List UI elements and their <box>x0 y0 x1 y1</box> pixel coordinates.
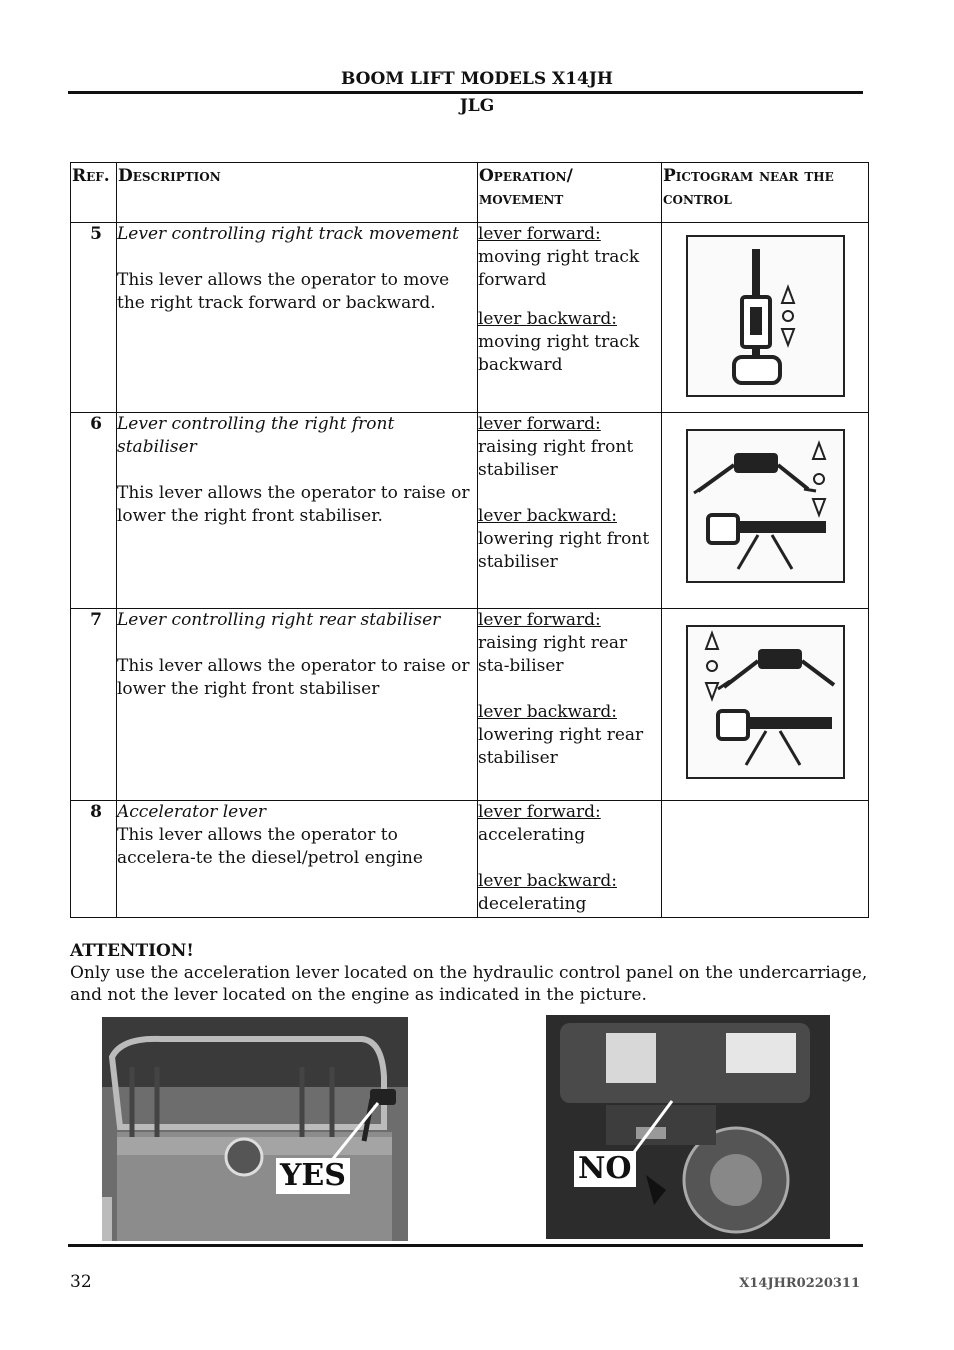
forward-label: lever forward: <box>478 802 601 822</box>
row-desc-text: This lever allows the operator to raise or lower the right front stabiliser. <box>117 483 470 526</box>
page-number: 32 <box>70 1272 92 1292</box>
col-pictogram: Pictogram near the control <box>662 163 869 223</box>
row-desc-text: This lever allows the operator to move the right track forward or backward. <box>117 270 450 313</box>
backward-label: lever backward: <box>478 309 617 329</box>
forward-label: lever forward: <box>478 610 601 630</box>
backward-label: lever backward: <box>478 871 617 891</box>
row-operation <box>478 223 662 413</box>
backward-label: lever backward: <box>478 702 617 722</box>
row-pictogram <box>662 609 869 801</box>
col-operation: Operation/ movement <box>478 163 662 223</box>
photo-correct-lever <box>102 1017 408 1241</box>
row-description <box>117 223 478 413</box>
row-description <box>117 609 478 801</box>
controls-table <box>70 162 869 918</box>
forward-text: raising right front stabiliser <box>478 437 634 480</box>
forward-text: accelerating <box>478 825 586 845</box>
row-description <box>117 413 478 609</box>
row-pictogram <box>662 801 869 918</box>
row-operation <box>478 413 662 609</box>
attention-heading: ATTENTION! <box>70 941 194 961</box>
doc-title: BOOM LIFT MODELS X14JH <box>340 69 613 89</box>
doc-code: X14JHR0220311 <box>739 1276 860 1291</box>
backward-text: decelerating <box>478 894 587 914</box>
table-row <box>71 413 869 609</box>
attention-text: Only use the acceleration lever located on the hydraulic control panel on the undercarriage, and not the lever located on the engine as indicated in the picture. <box>70 963 868 1005</box>
forward-text: raising right rear sta-biliser <box>478 633 628 676</box>
backward-label: lever backward: <box>478 506 617 526</box>
backward-text: lowering right rear stabiliser <box>478 725 644 768</box>
table-header-row <box>71 163 869 223</box>
yes-label: YES <box>276 1158 350 1194</box>
backward-text: moving right track backward <box>478 332 640 375</box>
row-operation <box>478 609 662 801</box>
row-desc-text: This lever allows the operator to accelera-te the diesel/petrol engine <box>117 825 423 868</box>
col-description: Description <box>117 163 478 223</box>
backward-text: lowering right front stabiliser <box>478 529 650 572</box>
row-ref: 8 <box>71 801 117 918</box>
row-title: Lever controlling right rear stabiliser <box>117 610 441 630</box>
doc-brand: JLG <box>459 96 495 116</box>
row-ref: 7 <box>71 609 117 801</box>
front-stabiliser-pictogram-icon <box>686 429 845 583</box>
footer-rule <box>68 1244 863 1247</box>
row-pictogram <box>662 413 869 609</box>
table-row <box>71 801 869 918</box>
forward-label: lever forward: <box>478 414 601 434</box>
table-row <box>71 223 869 413</box>
row-desc-text: This lever allows the operator to raise or lower the right front stabiliser <box>117 656 470 699</box>
row-title: Accelerator lever <box>117 802 267 822</box>
table-row <box>71 609 869 801</box>
header-rule <box>68 91 863 94</box>
photo-wrong-lever <box>546 1015 830 1239</box>
forward-label: lever forward: <box>478 224 601 244</box>
rear-stabiliser-pictogram-icon <box>686 625 845 779</box>
row-ref: 6 <box>71 413 117 609</box>
row-title: Lever controlling right track movement <box>117 224 459 244</box>
row-ref: 5 <box>71 223 117 413</box>
col-ref: Ref. <box>71 163 117 223</box>
forward-text: moving right track forward <box>478 247 640 290</box>
track-pictogram-icon <box>686 235 845 397</box>
row-description <box>117 801 478 918</box>
no-label: NO <box>574 1151 636 1187</box>
row-operation <box>478 801 662 918</box>
row-title: Lever controlling the right front stabiliser <box>117 414 395 457</box>
row-pictogram <box>662 223 869 413</box>
attention-note <box>70 940 870 1006</box>
